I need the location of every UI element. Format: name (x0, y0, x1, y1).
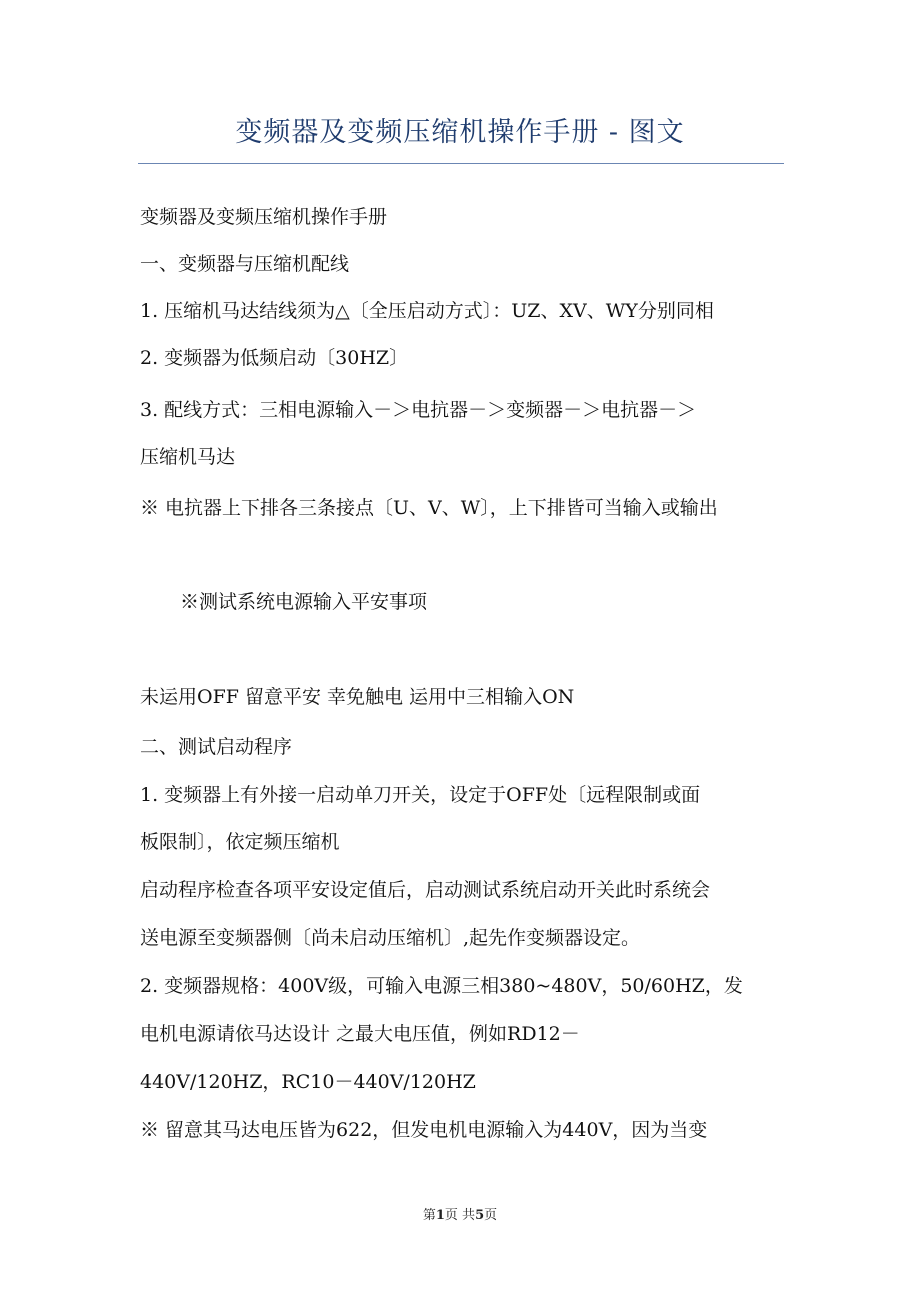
body-line: 1. 压缩机马达结线须为△〔全压启动方式〕：UZ、XV、WY分别同相 (140, 300, 714, 322)
title-underline (138, 163, 784, 164)
footer-mid: 页 共 (444, 1208, 476, 1223)
section-heading: 一、变频器与压缩机配线 (140, 253, 350, 275)
note-line: ※ 留意其马达电压皆为622，但发电机电源输入为440V，因为当变 (140, 1119, 708, 1141)
note-line: ※ 电抗器上下排各三条接点〔U、V、W〕，上下排皆可当输入或输出 (140, 497, 718, 519)
body-line: 变频器及变频压缩机操作手册 (140, 206, 388, 228)
footer-page-total: 5 (475, 1208, 485, 1223)
body-line: 2. 变频器规格：400V级，可输入电源三相380~480V，50/60HZ，发 (140, 975, 743, 997)
body-line: 440V/120HZ，RC10－440V/120HZ (140, 1071, 476, 1093)
footer-prefix: 第 (422, 1208, 436, 1223)
body-line: 启动程序检查各项平安设定值后，启动测试系统启动开关此时系统会 (140, 879, 711, 901)
footer-page-current: 1 (435, 1208, 445, 1223)
body-line: 2. 变频器为低频启动〔30HZ〕 (140, 347, 409, 369)
body-line: 板限制〕，依定频压缩机 (140, 831, 340, 853)
body-line: 电机电源请依马达设计 之最大电压值，例如RD12－ (140, 1023, 580, 1045)
page-footer (0, 1206, 920, 1226)
document-title: 变频器及变频压缩机操作手册 - 图文 (235, 117, 685, 148)
note-heading: ※测试系统电源输入平安事项 (180, 591, 428, 613)
body-line: 送电源至变频器侧〔尚未启动压缩机〕,起先作变频器设定。 (140, 927, 641, 949)
footer-suffix: 页 (484, 1208, 498, 1223)
body-line: 压缩机马达 (140, 446, 236, 468)
body-line: 1. 变频器上有外接一启动单刀开关，设定于OFF处〔远程限制或面 (140, 784, 701, 806)
body-line: 3. 配线方式：三相电源输入－＞电抗器－＞变频器－＞电抗器－＞ (140, 399, 697, 421)
body-line: 未运用OFF 留意平安 幸免触电 运用中三相输入ON (140, 686, 575, 708)
section-heading: 二、测试启动程序 (140, 736, 293, 758)
